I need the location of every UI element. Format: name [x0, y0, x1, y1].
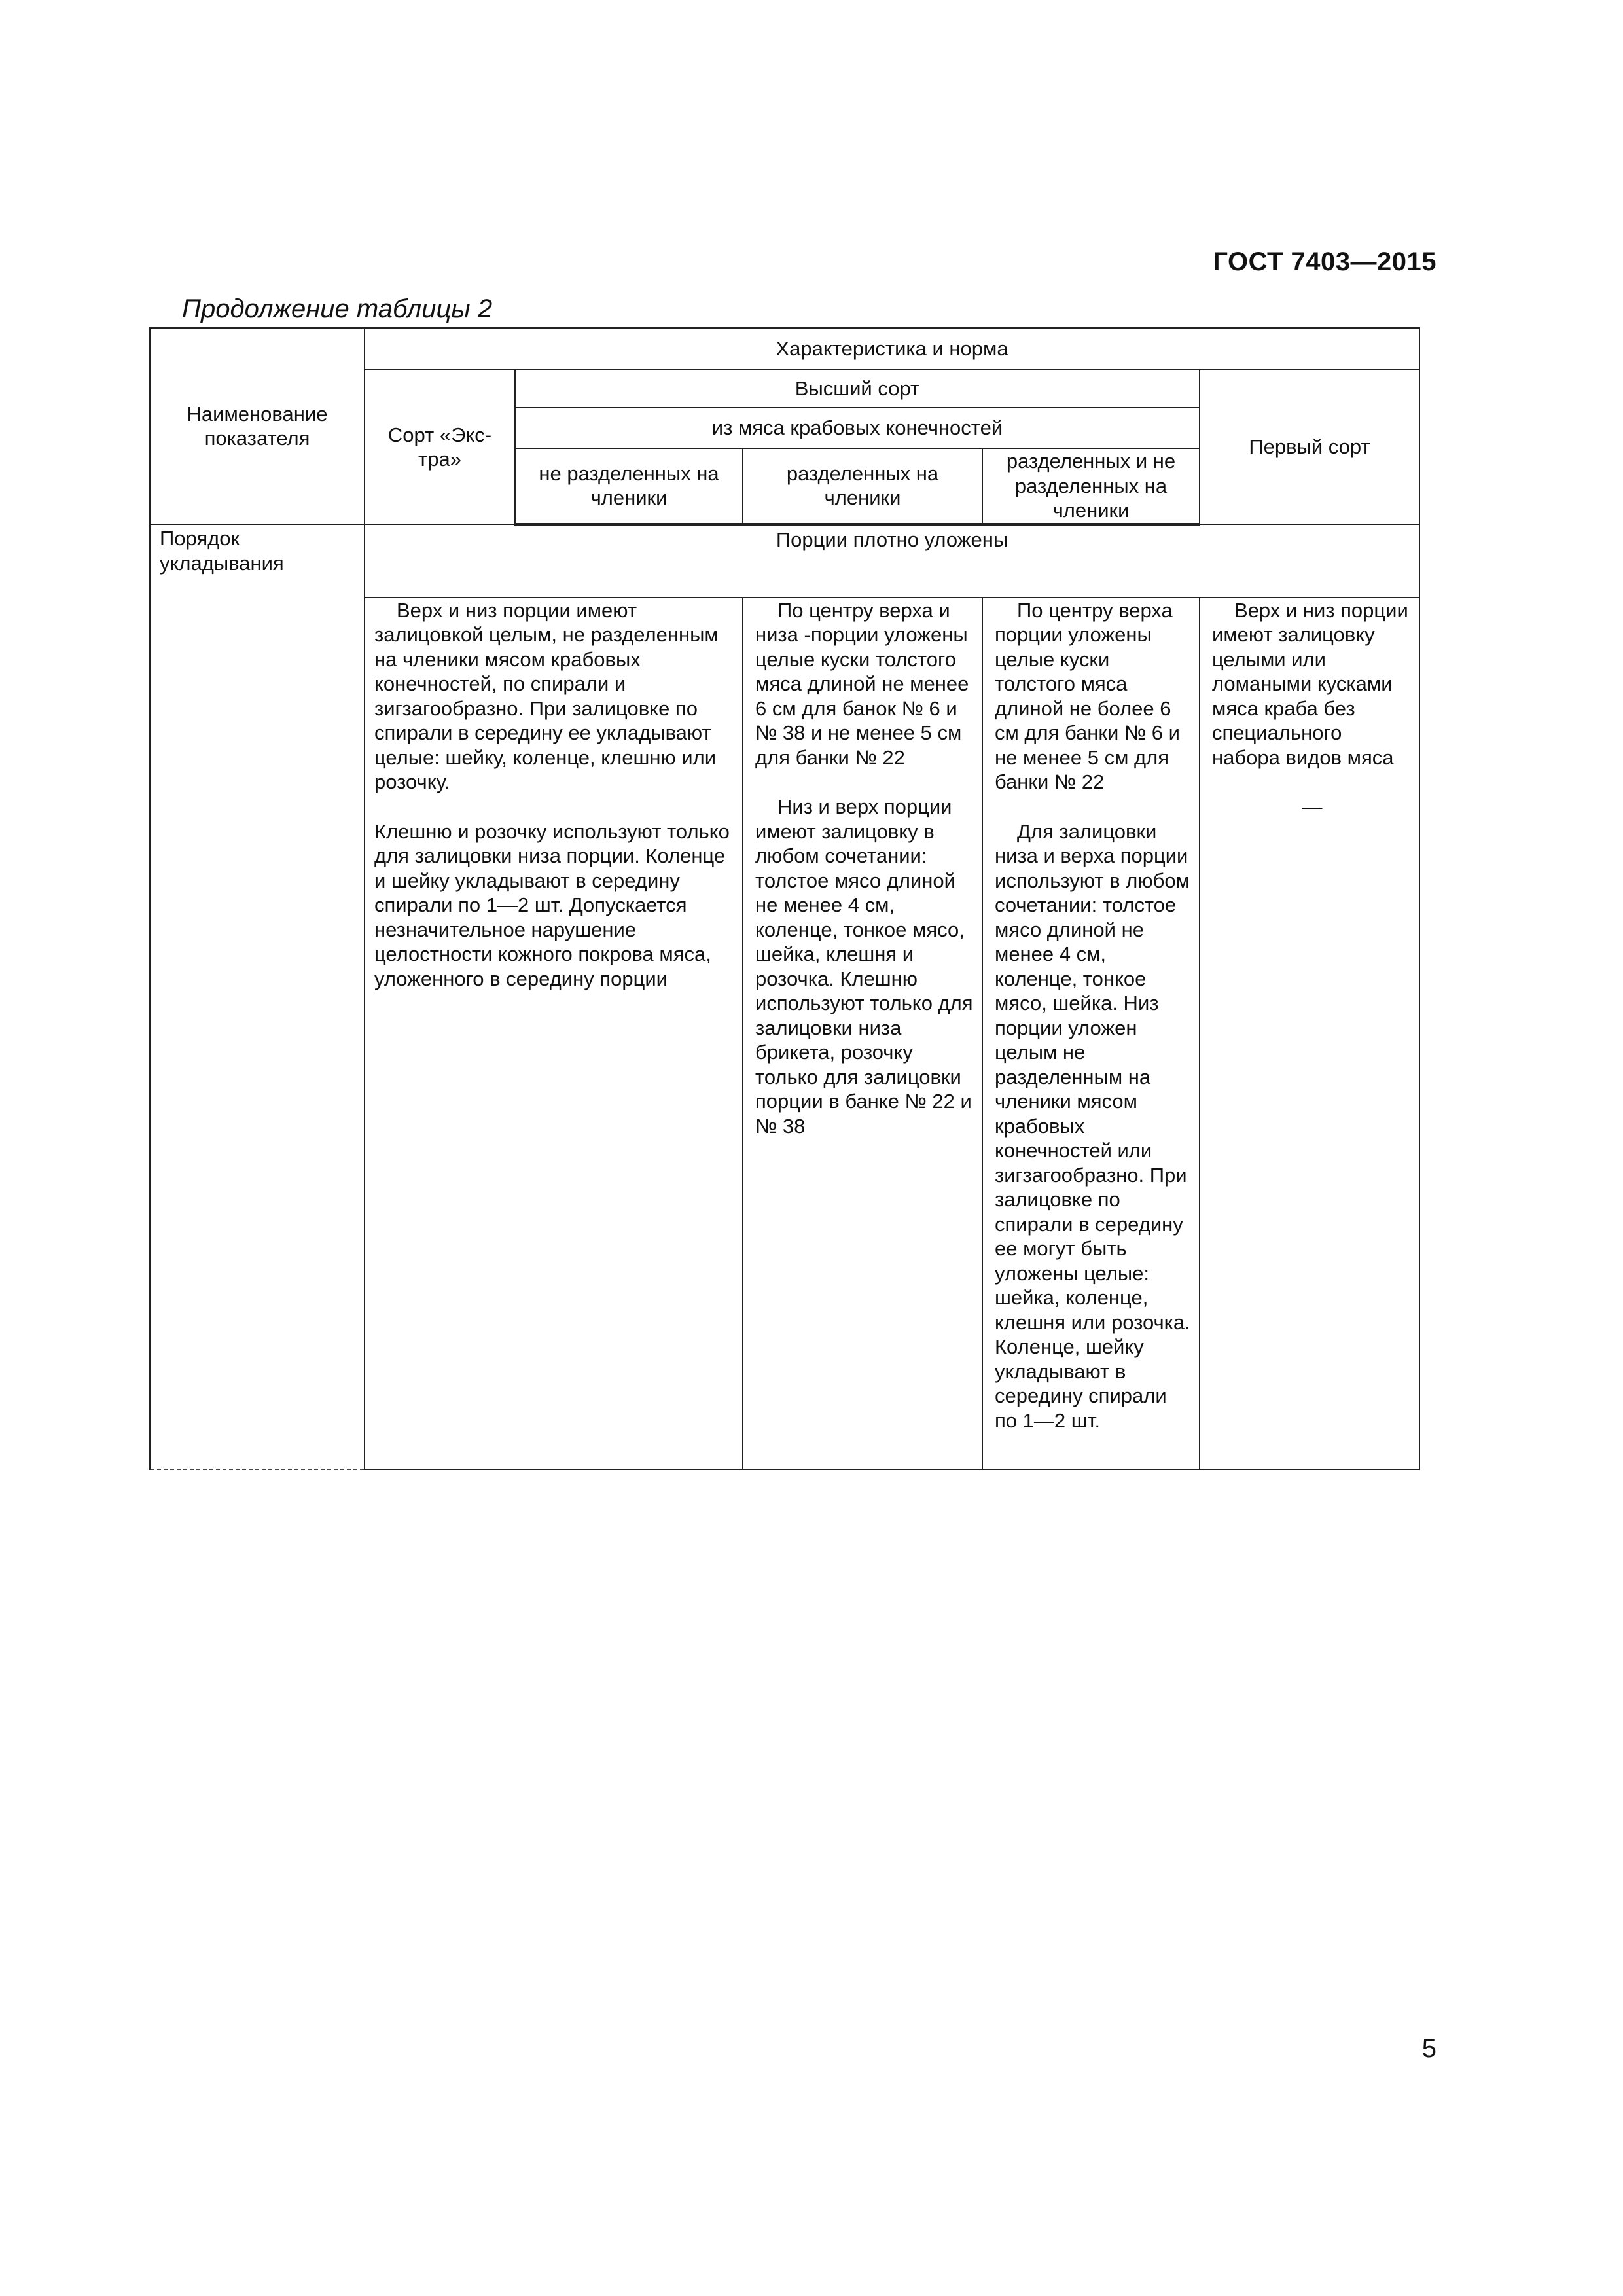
table-continuation-caption: Продолжение таблицы 2 [182, 295, 493, 323]
header-not-divided: не разделенных на членики [515, 448, 743, 524]
header-indicator-name: Наименование показателя [150, 328, 365, 524]
extra-paragraph-2: Клешню и розочку используют только для залицовки низа порции. Коленце и шейку укладывают в середину спирали по 1—2 шт. Допускается незначительное нарушение целостности кожного покрова мяса, уложенного в середину порции [374, 819, 730, 990]
mixed-paragraph-1: По центру верха порции уложены целые куски толстого мяса длиной не более 6 см для банки № 6 и не менее 5 см для банки № 22 [995, 598, 1180, 793]
header-grade-first: Первый сорт [1200, 370, 1419, 524]
divided-paragraph-1: По центру верха и низа -порции уложены целые куски толстого мяса длиной не менее 6 см для банок № 6 и № 38 и не менее 5 см для банки № 22 [755, 598, 969, 769]
first-grade-dash: — [1302, 795, 1323, 818]
first-grade-description [1200, 598, 1419, 1469]
header-divided: разделенных на членики [743, 448, 982, 524]
extra-paragraph-1: Верх и низ порции имеют залицовкой целым, не разделенным на членики мясом крабовых конечностей, по спирали и зигзагообразно. При залицовке по спирали в середину ее укладывают целые: шейку, коленце, клешню или розочку. [374, 598, 719, 793]
header-characteristic-norm: Характеристика и норма [365, 328, 1419, 370]
extra-grade-description [365, 598, 743, 1469]
divided-and-not-description [982, 598, 1200, 1469]
portions-tightly-packed: Порции плотно уложены [365, 524, 1419, 598]
first-paragraph-1: Верх и низ порции имеют залицовку целыми или ломаными кусками мяса краба без специального набора видов мяса [1212, 598, 1408, 769]
page-number: 5 [1421, 2034, 1436, 2063]
header-divided-and-not: разделенных и не разделенных на членики [982, 448, 1200, 524]
header-grade-extra: Сорт «Экс-тра» [365, 370, 515, 524]
header-grade-highest: Высший сорт [515, 370, 1200, 408]
divided-paragraph-2: Низ и верх порции имеют залицовку в любом сочетании: толстое мясо длиной не менее 4 см, коленце, тонкое мясо, шейка, клешня и розочка. Клешню используют только для залицовки низа брикета, розочку только для залицовки порции в банке № 22 и № 38 [755, 795, 973, 1138]
divided-description [743, 598, 982, 1469]
row-packing-order-name: Порядок укладывания [150, 524, 365, 1469]
document-number: ГОСТ 7403—2015 [1213, 247, 1436, 276]
header-from-crab-limbs: из мяса крабовых конечностей [515, 408, 1200, 448]
mixed-paragraph-2: Для залицовки низа и верха порции используют в любом сочетании: толстое мясо длиной не менее 4 см, коленце, тонкое мясо, шейка. Низ порции уложен целым не разделенным на членики мясом крабовых конечностей или зигзагообразно. При залицовке по спирали в середину ее могут быть уложены целые: шейка, коленце, клешня или розочка. Коленце, шейку укладывают в середину спирали по 1—2 шт. [995, 819, 1190, 1432]
spec-table [149, 327, 1420, 1470]
